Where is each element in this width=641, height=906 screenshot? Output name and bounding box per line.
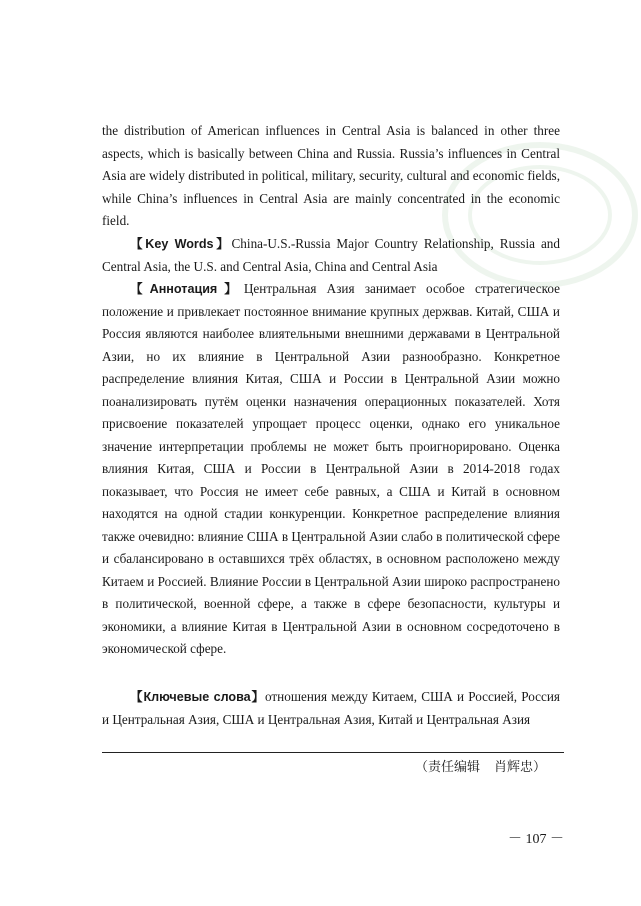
annotation-russian (102, 278, 560, 661)
keywords-russian (102, 686, 560, 731)
keywords-english (102, 233, 560, 278)
editor-name: 肖辉忠） (494, 760, 547, 775)
keywords-russian-label: 【Ключевые слова】 (130, 690, 265, 704)
annotation-label: 【Аннотация】 (130, 282, 244, 296)
abstract-continuation: the distribution of American influences in Central Asia is balanced in other three aspects, which is basically between China and Russia. Russia’s influences in Central Asia are widely distributed in political, military, security, cultural and economic fields, while China’s influences in Central Asia are mainly concentrated in the economic field. (102, 123, 560, 228)
keywords-english-text: China-U.S.-Russia Major Country Relationship, Russia and Central Asia, the U.S. and Central Asia, China and Central Asia (102, 236, 560, 274)
editor-label: （责任编辑 (415, 760, 481, 775)
divider-line (102, 752, 564, 753)
responsible-editor (415, 758, 546, 778)
keywords-english-label: 【Key Words】 (130, 237, 232, 251)
page-number: － 107 － (508, 832, 564, 847)
keywords-russian-text: отношения между Китаем, США и Россией, Россия и Центральная Азия, США и Центральная Азия, Китай и Центральная Азия (102, 689, 560, 727)
annotation-text: Центральная Азия занимает особое стратегическое положение и привлекает постоянное внимание крупных держвав. Китай, США и Россия являются наиболее влиятельными внешними державами в Центральной Азии, но их влияние в Центральной Азии разнообразно. Конкретное распределение влияния Китая, США и России в Центральной Азии можно поанализировать путём оценки назначения операционных показателей. Хотя присвоение показателей упрощает процесс оценки, однако его уникальное значение интерпретации проблемы не может быть проигнорировано. Оценка влияния Китая, США и России в Центральной Азии в 2014-2018 годах показывает, что Россия не имеет себе равных, а США и Китай в основном находятся на одной стадии конкуренции. Конкретное распределение влияния также очевидно: влияние США в Центральной Азии слабо в политической сфере и сбалансировано в оставшихся трёх областях, в основном расположено между Китаем и Россией. Влияние России в Центральной Азии широко распространено в политической, военной сфере, а также в сфере безопасности, культуры и экономики, а влияние Китая в Центральной Азии в основном сосредоточено в экономической сфере. (102, 281, 560, 656)
